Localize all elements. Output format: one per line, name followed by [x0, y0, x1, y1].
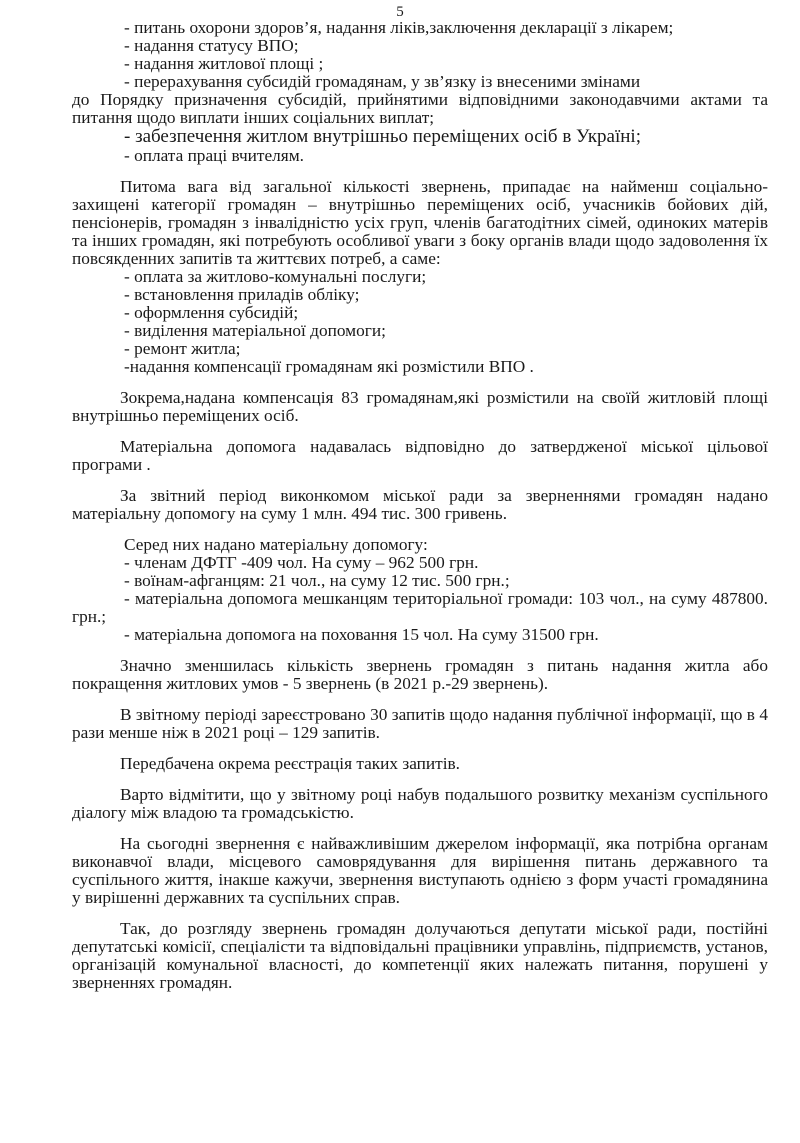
list-item: - надання житлової площі ;: [124, 54, 324, 73]
paragraph-public-info: В звітному періоді зареєстровано 30 запитів щодо надання публічної інформації, що в 4 рази менше ніж в 2021 році – 129 запитів.: [72, 705, 768, 742]
paragraph-housing: Значно зменшилась кількість звернень громадян з питань надання житла або покращення житлових умов - 5 звернень (в 2021 р.-29 звернень).: [72, 656, 768, 693]
paragraph-source: На сьогодні звернення є найважливішим джерелом інформації, яка потрібна органам виконавчої влади, місцевого самоврядування для вирішення питань державного та суспільного життя, інакше кажучи, звернення виступають однією з форм участі громадянина у вирішенні державних та суспільних справ.: [72, 834, 768, 907]
list-item: - матеріальна допомога на поховання 15 чол. На суму 31500 грн.: [124, 625, 599, 644]
list-item: - оплата за житлово-комунальні послуги;: [124, 267, 427, 286]
list-item: - питань охорони здоров’я, надання ліків,заключення декларації з лікарем;: [124, 18, 674, 37]
list-item: - членам ДФТГ -409 чол. На суму – 962 500 грн.: [124, 553, 479, 572]
list-item: - забезпечення житлом внутрішньо переміщених осіб в Україні;: [124, 126, 641, 147]
paragraph-compensation: Зокрема,надана компенсація 83 громадянам,які розмістили на своїй житловій площі внутрішньо переміщених осіб.: [72, 388, 768, 425]
paragraph-material-program: Матеріальна допомога надавалась відповідно до затвердженої міської цільової програми .: [72, 437, 768, 474]
paragraph-registration: Передбачена окрема реєстрація таких запитів.: [120, 754, 460, 773]
paragraph-categories: Питома вага від загальної кількості звернень, припадає на найменш соціально-захищені категорії громадян – внутрішньо переміщених осіб, учасників бойових дій, пенсіонерів, громадян з інвалідністю усіх груп, членів багатодітних сімей, одиноких матерів та інших громадян, які потребують особливої уваги з боку органів влади щодо задоволення їх повсякденних запитів та життєвих потреб, а саме:: [72, 177, 768, 268]
list-item: - оплата праці вчителям.: [124, 146, 304, 165]
paragraph-deputies: Так, до розгляду звернень громадян долучаються депутати міської ради, постійні депутатські комісії, спеціалісти та відповідальні працівники управлінь, підприємств, установ, організацій комунальної власності, до компетенції яких належать питання, порушені у зверненнях громадян.: [72, 919, 768, 992]
list-item: - оформлення субсидій;: [124, 303, 299, 322]
list-item: - ремонт житла;: [124, 339, 241, 358]
list-item: - встановлення приладів обліку;: [124, 285, 360, 304]
list-item: - виділення матеріальної допомоги;: [124, 321, 386, 340]
list-item: - матеріальна допомога мешканцям територіальної громади: 103 чол., на суму 487800. грн.;: [72, 589, 768, 626]
list-item-continuation: до Порядку призначення субсидій, прийнятими відповідними законодавчими актами та питання щодо виплати інших соціальних виплат;: [72, 90, 768, 127]
document-body: [72, 19, 768, 992]
list-item: - перерахування субсидій громадянам, у зв’язку із внесеними змінами: [124, 72, 641, 91]
list-item: - воїнам-афганцям: 21 чол., на суму 12 тис. 500 грн.;: [124, 571, 510, 590]
list-item: - надання статусу ВПО;: [124, 36, 299, 55]
list-item: -надання компенсації громадянам які розмістили ВПО .: [124, 357, 534, 376]
paragraph-material-sum: За звітний період виконкомом міської ради за зверненнями громадян надано матеріальну допомогу на суму 1 млн. 494 тис. 300 гривень.: [72, 486, 768, 523]
material-intro: Серед них надано матеріальну допомогу:: [124, 535, 428, 554]
paragraph-dialogue: Варто відмітити, що у звітному році набув подальшого розвитку механізм суспільного діалогу між владою та громадськістю.: [72, 785, 768, 822]
page-number: 5: [396, 4, 404, 20]
